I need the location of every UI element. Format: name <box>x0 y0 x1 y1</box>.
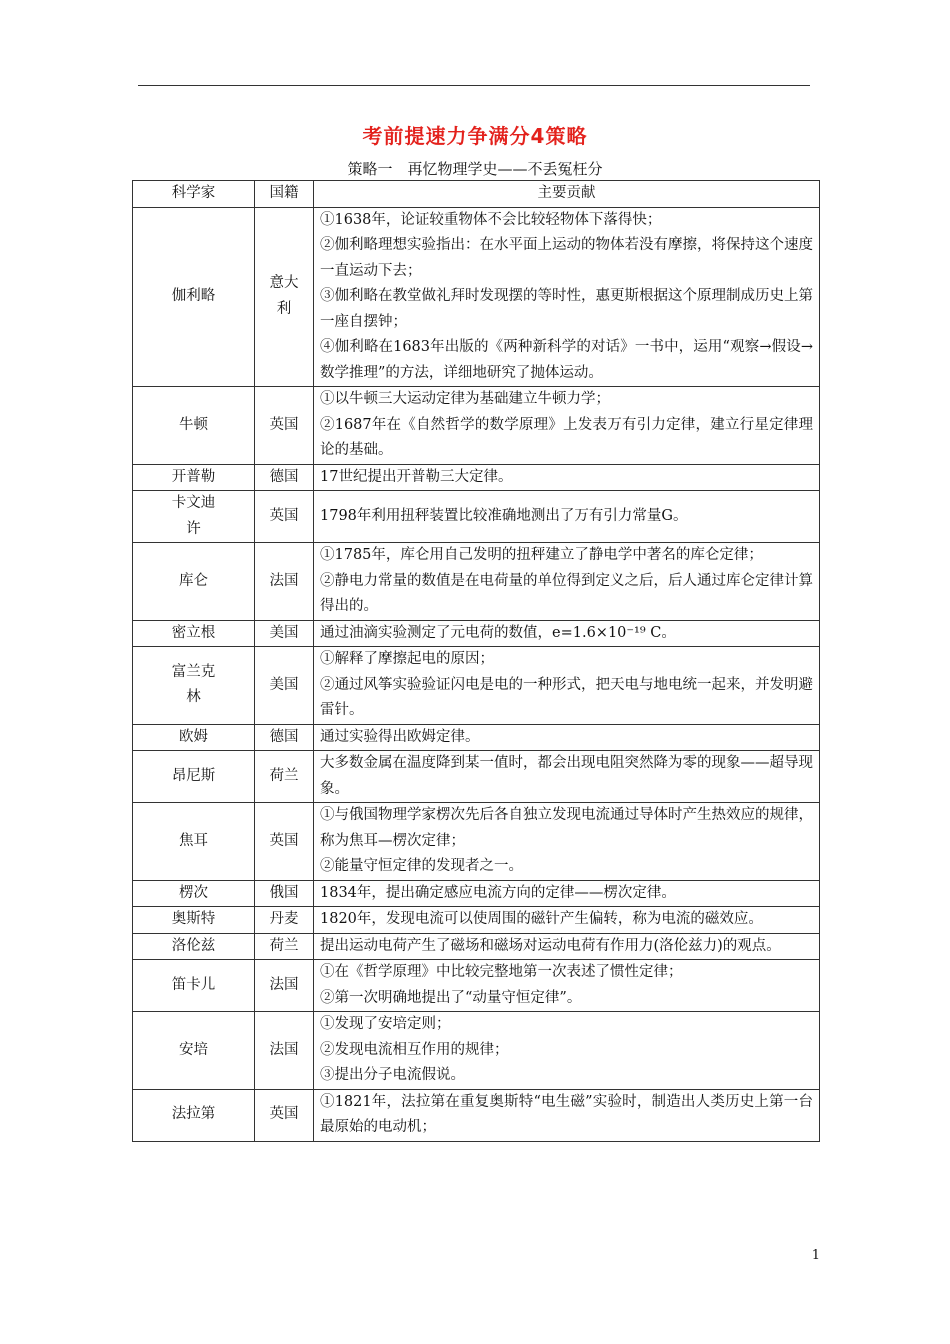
scientist-name <box>133 491 255 543</box>
contribution-cell <box>314 647 820 725</box>
nationality-text: 美国 <box>269 676 299 693</box>
table-row <box>133 387 820 465</box>
table-body <box>133 207 820 1141</box>
nationality <box>255 751 314 803</box>
contribution-cell <box>314 907 820 934</box>
contribution-item: ①1821年，法拉第在重复奥斯特“电生磁”实验时，制造出人类历史上第一台最原始的电动机； <box>320 1093 813 1135</box>
contribution-item: ②能量守恒定律的发现者之一。 <box>320 858 523 874</box>
header-scientist: 科学家 <box>133 181 255 208</box>
contribution-item: ②伽利略理想实验指出：在水平面上运动的物体若没有摩擦，将保持这个速度一直运动下去； <box>320 237 813 279</box>
table-header-row <box>133 181 820 208</box>
nationality-text: 法国 <box>269 976 299 993</box>
scientist-name-text: 牛顿 <box>179 416 208 433</box>
scientist-name <box>133 620 255 647</box>
contribution-item: ②发现电流相互作用的规律； <box>320 1041 509 1058</box>
scientist-name-text: 洛伦兹 <box>171 937 216 954</box>
nationality <box>255 1089 314 1141</box>
table-row <box>133 1089 820 1141</box>
nationality <box>255 960 314 1012</box>
nationality <box>255 803 314 881</box>
scientist-name-text: 楞次 <box>179 884 208 901</box>
contribution-item: ②通过风筝实验验证闪电是电的一种形式，把天电与地电统一起来，并发明避雷针。 <box>320 676 813 718</box>
contribution-cell <box>314 751 820 803</box>
contribution-item: ①1638年，论证较重物体不会比较轻物体下落得快； <box>320 211 662 228</box>
table-row <box>133 724 820 751</box>
scientist-name-text: 库仑 <box>179 572 208 589</box>
scientist-name-text: 安培 <box>179 1041 208 1058</box>
scientist-name <box>133 751 255 803</box>
scientist-name <box>133 647 255 725</box>
contribution-cell <box>314 933 820 960</box>
contribution-cell <box>314 960 820 1012</box>
table-row <box>133 620 820 647</box>
table-row <box>133 880 820 907</box>
scientist-name <box>133 960 255 1012</box>
contribution-cell <box>314 491 820 543</box>
table-row <box>133 960 820 1012</box>
scientist-name <box>133 1012 255 1090</box>
contribution-item: 提出运动电荷产生了磁场和磁场对运动电荷有作用力(洛伦兹力)的观点。 <box>320 937 781 954</box>
nationality-text: 荷兰 <box>269 767 299 784</box>
scientist-name <box>133 207 255 387</box>
header-contribution: 主要贡献 <box>314 181 820 208</box>
nationality <box>255 207 314 387</box>
scientist-name <box>133 933 255 960</box>
contribution-cell <box>314 1012 820 1090</box>
table-row <box>133 803 820 881</box>
nationality-text: 意大利 <box>269 275 299 317</box>
contribution-item: ③提出分子电流假说。 <box>320 1067 465 1083</box>
contribution-item: ②第一次明确地提出了“动量守恒定律”。 <box>320 989 582 1006</box>
table-row <box>133 207 820 387</box>
contribution-item: 通过油滴实验测定了元电荷的数值，e=1.6×10⁻¹⁹ C。 <box>320 624 676 641</box>
contribution-item: ②1687年在《自然哲学的数学原理》上发表万有引力定律，建立行星定律理论的基础。 <box>320 416 813 458</box>
scientist-name-text: 开普勒 <box>171 468 216 485</box>
contribution-item: ④伽利略在1683年出版的《两种新科学的对话》一书中，运用“观察→假设→数学推理”的方法，详细地研究了抛体运动。 <box>320 339 813 381</box>
nationality-text: 法国 <box>269 1041 299 1058</box>
table-row <box>133 647 820 725</box>
nationality <box>255 620 314 647</box>
scientist-name <box>133 724 255 751</box>
nationality-text: 荷兰 <box>269 937 299 954</box>
nationality-text: 德国 <box>269 468 299 485</box>
document-subtitle: 策略一 再忆物理学史——不丢冤枉分 <box>347 160 603 178</box>
contribution-item: ①在《哲学原理》中比较完整地第一次表述了惯性定律； <box>320 964 683 980</box>
nationality-text: 英国 <box>269 416 299 433</box>
nationality-text: 英国 <box>269 1106 299 1123</box>
scientist-name <box>133 803 255 881</box>
contribution-cell <box>314 620 820 647</box>
nationality <box>255 933 314 960</box>
nationality-text: 法国 <box>269 572 299 589</box>
contribution-item: ①与俄国物理学家楞次先后各自独立发现电流通过导体时产生热效应的规律，称为焦耳—楞次定律； <box>320 807 813 849</box>
nationality-text: 丹麦 <box>269 911 299 927</box>
contribution-item: 1834年，提出确定感应电流方向的定律——楞次定律。 <box>320 884 676 901</box>
scientist-name <box>133 880 255 907</box>
table-row <box>133 1012 820 1090</box>
contribution-item: ③伽利略在教堂做礼拜时发现摆的等时性，惠更斯根据这个原理制成历史上第一座自摆钟； <box>320 288 813 330</box>
scientist-name <box>133 1089 255 1141</box>
contribution-cell <box>314 880 820 907</box>
table-row <box>133 907 820 934</box>
contribution-cell <box>314 724 820 751</box>
scientist-name <box>133 387 255 465</box>
contribution-item: 通过实验得出欧姆定律。 <box>320 728 480 745</box>
header-nationality: 国籍 <box>255 181 314 208</box>
scientist-name-text: 奥斯特 <box>171 911 216 927</box>
scientist-name-text: 昂尼斯 <box>171 767 216 784</box>
nationality-text: 德国 <box>269 728 299 745</box>
scientist-name-text: 欧姆 <box>179 728 208 745</box>
nationality-text: 美国 <box>269 624 299 641</box>
contribution-item: 1798年利用扭秤装置比较准确地测出了万有引力常量G。 <box>320 507 688 524</box>
contribution-cell <box>314 803 820 881</box>
nationality <box>255 724 314 751</box>
scientist-name <box>133 907 255 934</box>
contribution-item: ①以牛顿三大运动定律为基础建立牛顿力学； <box>320 391 610 407</box>
contribution-item: ②静电力常量的数值是在电荷量的单位得到定义之后，后人通过库仑定律计算得出的。 <box>320 572 813 614</box>
table-row <box>133 491 820 543</box>
contribution-item: 1820年，发现电流可以使周围的磁针产生偏转，称为电流的磁效应。 <box>320 911 763 927</box>
scientists-table <box>132 180 820 1142</box>
nationality-text: 俄国 <box>269 884 299 901</box>
table-row <box>133 751 820 803</box>
table-row <box>133 543 820 621</box>
contribution-cell <box>314 543 820 621</box>
nationality <box>255 1012 314 1090</box>
nationality <box>255 647 314 725</box>
scientist-name-text: 密立根 <box>171 624 216 641</box>
contribution-cell <box>314 387 820 465</box>
contribution-cell <box>314 464 820 491</box>
contribution-item: 17世纪提出开普勒三大定律。 <box>320 468 513 485</box>
nationality <box>255 387 314 465</box>
contribution-item: ①解释了摩擦起电的原因； <box>320 651 494 667</box>
nationality <box>255 491 314 543</box>
scientist-name <box>133 464 255 491</box>
scientist-name <box>133 543 255 621</box>
nationality <box>255 464 314 491</box>
scientist-name-text: 卡文迪许 <box>171 495 216 537</box>
nationality-text: 英国 <box>269 832 299 849</box>
nationality <box>255 907 314 934</box>
scientist-name-text: 法拉第 <box>171 1106 216 1123</box>
contribution-item: 大多数金属在温度降到某一值时，都会出现电阻突然降为零的现象——超导现象。 <box>320 755 813 797</box>
scientist-name-text: 富兰克林 <box>171 663 216 706</box>
nationality <box>255 880 314 907</box>
scientist-name-text: 焦耳 <box>179 832 208 849</box>
scientist-name-text: 伽利略 <box>171 288 216 304</box>
header-rule <box>138 85 810 86</box>
table-row <box>133 464 820 491</box>
nationality <box>255 543 314 621</box>
contribution-cell <box>314 1089 820 1141</box>
contribution-item: ①发现了安培定则； <box>320 1016 451 1032</box>
scientist-name-text: 笛卡儿 <box>171 976 216 993</box>
page-number: 1 <box>811 1248 820 1263</box>
contribution-item: ①1785年，库仑用自己发明的扭秤建立了静电学中著名的库仑定律； <box>320 547 763 563</box>
document-title: 考前提速力争满分4策略 <box>362 124 588 148</box>
table-row <box>133 933 820 960</box>
nationality-text: 英国 <box>269 507 299 524</box>
contribution-cell <box>314 207 820 387</box>
